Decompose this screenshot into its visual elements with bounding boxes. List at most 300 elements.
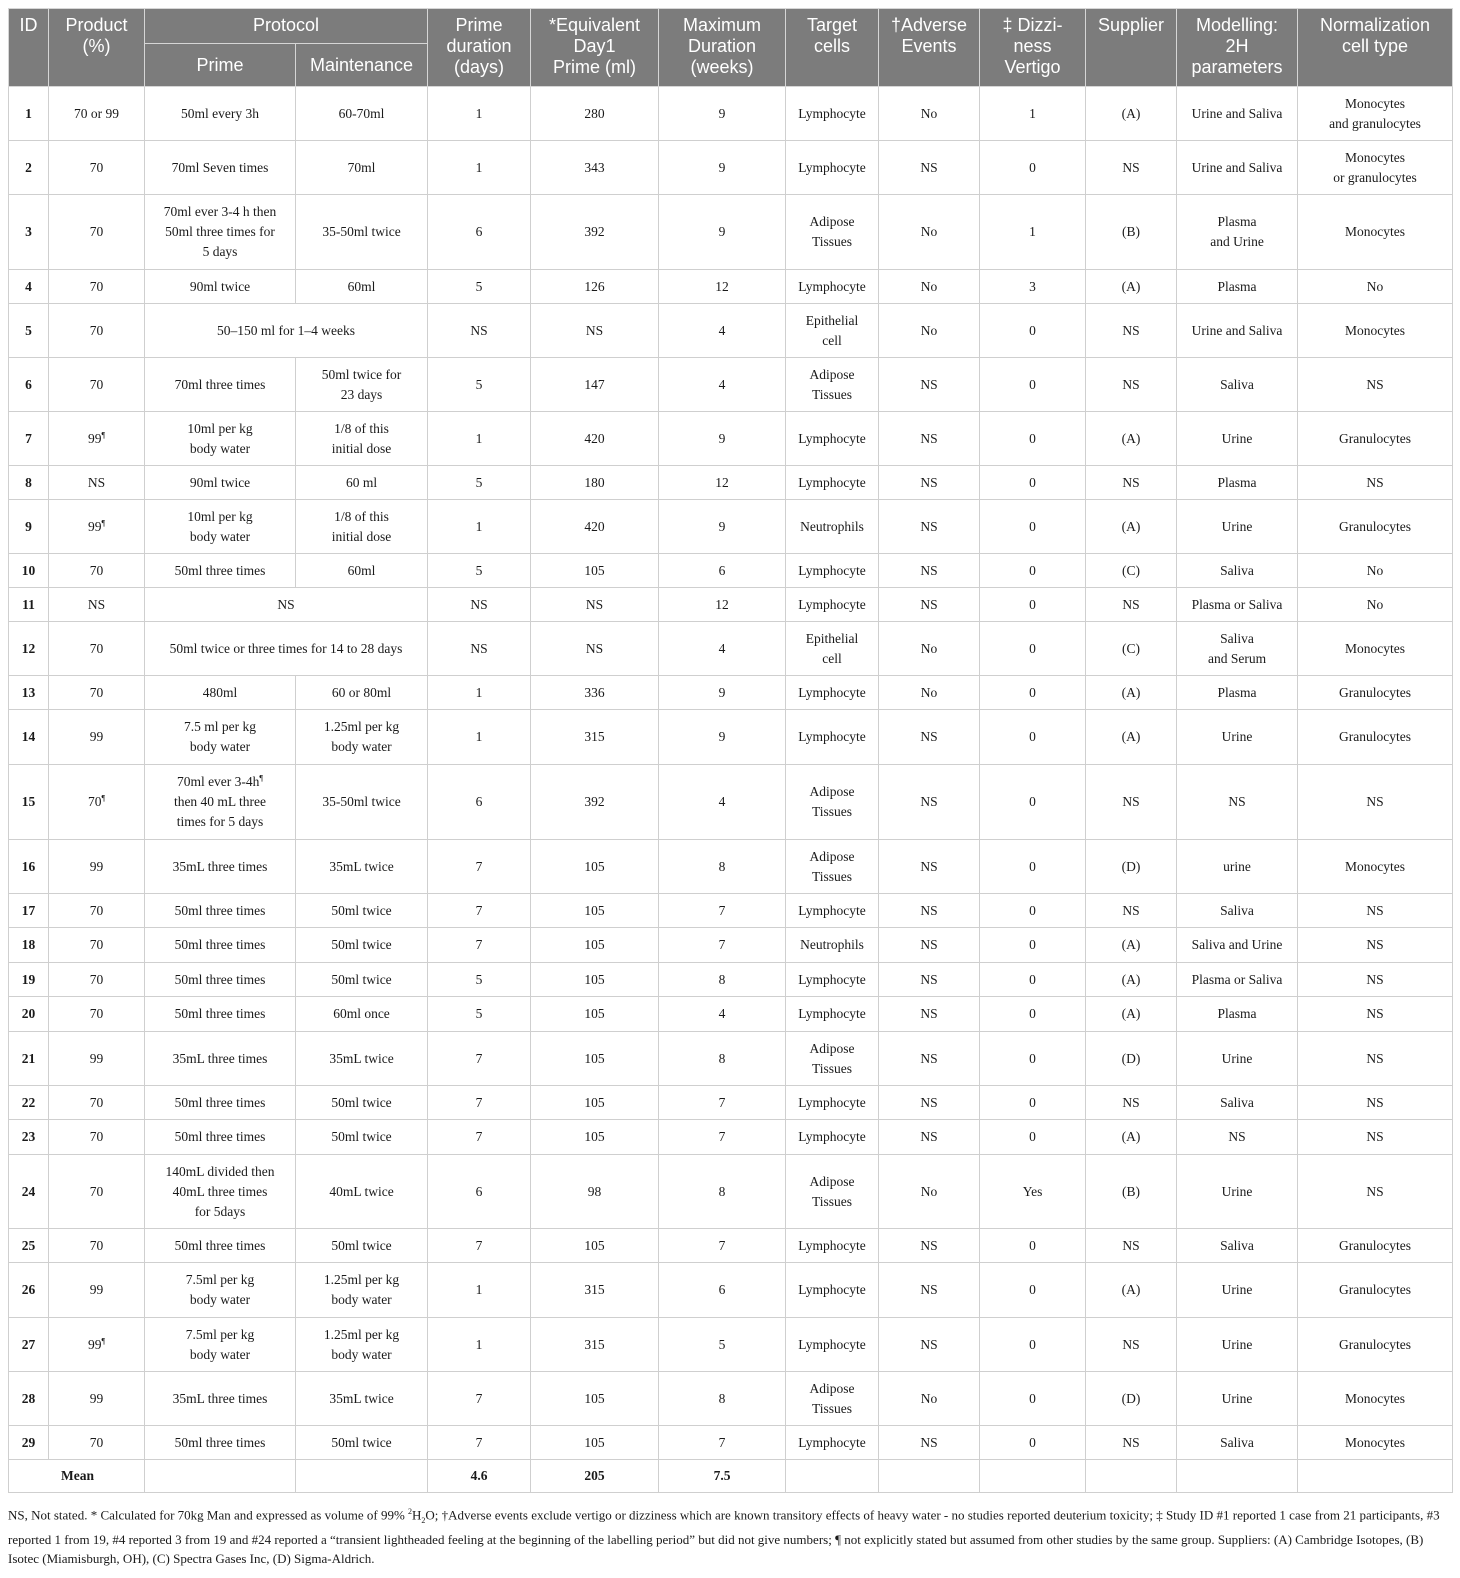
cell-dizziness: 3 — [980, 270, 1086, 304]
cell-equivalent-prime: 105 — [531, 554, 659, 588]
cell-maximum-duration: 6 — [659, 1263, 786, 1318]
table-row — [9, 1120, 1453, 1155]
header-id: ID — [9, 9, 49, 87]
cell-adverse-events: NS — [879, 928, 980, 963]
cell-supplier: (D) — [1086, 840, 1177, 894]
cell-prime-duration: 7 — [428, 1120, 531, 1155]
cell-prime — [145, 358, 296, 412]
cell-prime-duration: 5 — [428, 358, 531, 412]
cell-modelling: Plasma — [1177, 270, 1298, 304]
cell-equivalent-prime: 105 — [531, 894, 659, 928]
cell-id: 10 — [9, 554, 49, 588]
cell-prime — [145, 928, 296, 963]
cell-dizziness: 0 — [980, 1263, 1086, 1318]
cell-target-cells: Epithelial cell — [786, 622, 879, 676]
cell-target-cells: Lymphocyte — [786, 1120, 879, 1155]
cell-normalization: No — [1298, 588, 1453, 622]
cell-adverse-events: NS — [879, 412, 980, 466]
cell-normalization: NS — [1298, 1155, 1453, 1229]
cell-maintenance: 60ml — [296, 270, 428, 304]
cell-modelling: Urine and Saliva — [1177, 141, 1298, 195]
cell-product — [49, 1229, 145, 1263]
cell-product — [49, 710, 145, 765]
cell-dizziness: 0 — [980, 304, 1086, 358]
cell-equivalent-prime: 343 — [531, 141, 659, 195]
footnote-subscript: 2 — [421, 1515, 426, 1525]
mean-empty-cell — [980, 1460, 1086, 1493]
cell-equivalent-prime: 420 — [531, 412, 659, 466]
cell-prime — [145, 554, 296, 588]
cell-prime — [145, 412, 296, 466]
product-value: 70 — [89, 1129, 104, 1144]
mean-label: Mean — [9, 1460, 145, 1493]
table-row — [9, 928, 1453, 963]
cell-maximum-duration: 7 — [659, 1120, 786, 1155]
cell-maximum-duration: 4 — [659, 765, 786, 840]
cell-supplier: (D) — [1086, 1372, 1177, 1426]
table-row — [9, 588, 1453, 622]
cell-supplier: NS — [1086, 1426, 1177, 1460]
cell-product — [49, 1318, 145, 1372]
cell-supplier: (A) — [1086, 710, 1177, 765]
cell-modelling: Urine — [1177, 412, 1298, 466]
cell-dizziness: 0 — [980, 765, 1086, 840]
cell-maintenance: 50ml twice — [296, 928, 428, 963]
prime-value: 90ml twice — [189, 474, 251, 490]
cell-equivalent-prime: 105 — [531, 840, 659, 894]
cell-adverse-events: NS — [879, 554, 980, 588]
cell-equivalent-prime: 315 — [531, 1318, 659, 1372]
cell-product — [49, 1372, 145, 1426]
prime-value: 50ml three times — [174, 562, 266, 578]
cell-id: 14 — [9, 710, 49, 765]
cell-dizziness: 0 — [980, 466, 1086, 500]
table-row — [9, 963, 1453, 997]
product-value: NS — [87, 596, 106, 612]
prime-value: 50ml three times — [174, 971, 266, 987]
cell-normalization: Monocytes or granulocytes — [1298, 141, 1453, 195]
cell-modelling: Urine — [1177, 500, 1298, 554]
cell-prime — [145, 1229, 296, 1263]
prime-value: 70ml ever 3-4 h then 50ml three times for 5 days — [163, 204, 277, 259]
cell-normalization: No — [1298, 270, 1453, 304]
cell-equivalent-prime: 420 — [531, 500, 659, 554]
cell-maximum-duration: 5 — [659, 1318, 786, 1372]
header-prime-duration: Prime duration (days) — [428, 9, 531, 87]
cell-modelling: NS — [1177, 1120, 1298, 1155]
cell-maintenance: 60ml — [296, 554, 428, 588]
cell-adverse-events: No — [879, 1155, 980, 1229]
cell-adverse-events: NS — [879, 1032, 980, 1086]
prime-value: 50ml three times — [174, 902, 266, 918]
prime-value: 70ml Seven times — [171, 159, 269, 175]
table-row — [9, 1263, 1453, 1318]
studies-table — [8, 8, 1453, 1493]
cell-prime — [145, 963, 296, 997]
cell-maintenance: 50ml twice — [296, 1229, 428, 1263]
header-maximum-duration: Maximum Duration (weeks) — [659, 9, 786, 87]
mean-empty-cell — [879, 1460, 980, 1493]
cell-id: 22 — [9, 1086, 49, 1120]
cell-modelling: Saliva — [1177, 554, 1298, 588]
cell-product — [49, 554, 145, 588]
cell-id: 26 — [9, 1263, 49, 1318]
cell-equivalent-prime: 315 — [531, 1263, 659, 1318]
cell-adverse-events: NS — [879, 997, 980, 1032]
cell-modelling: Plasma — [1177, 676, 1298, 710]
cell-prime-duration: 1 — [428, 1263, 531, 1318]
cell-prime — [145, 676, 296, 710]
table-row — [9, 1155, 1453, 1229]
cell-target-cells: Lymphocyte — [786, 1318, 879, 1372]
cell-prime — [145, 500, 296, 554]
cell-prime-duration: 5 — [428, 270, 531, 304]
product-value: 70 or 99 — [74, 105, 119, 121]
mean-row — [9, 1460, 1453, 1493]
cell-protocol: 50–150 ml for 1–4 weeks — [145, 304, 428, 358]
cell-prime — [145, 270, 296, 304]
cell-adverse-events: NS — [879, 1120, 980, 1155]
cell-equivalent-prime: 98 — [531, 1155, 659, 1229]
cell-maintenance: 50ml twice — [296, 963, 428, 997]
cell-modelling: Saliva — [1177, 358, 1298, 412]
cell-adverse-events: NS — [879, 588, 980, 622]
product-value: 70 — [89, 902, 104, 918]
cell-equivalent-prime: 336 — [531, 676, 659, 710]
cell-maximum-duration: 9 — [659, 87, 786, 141]
cell-normalization: Granulocytes — [1298, 412, 1453, 466]
mean-empty-cell — [1298, 1460, 1453, 1493]
product-value: 70 — [89, 1237, 104, 1253]
cell-target-cells: Lymphocyte — [786, 270, 879, 304]
product-value: 99 — [89, 729, 104, 744]
mean-empty-cell — [1086, 1460, 1177, 1493]
cell-dizziness: 0 — [980, 358, 1086, 412]
prime-value: 70ml three times — [174, 376, 266, 392]
cell-supplier: (A) — [1086, 1120, 1177, 1155]
product-value: 70 — [89, 278, 104, 294]
cell-maximum-duration: 4 — [659, 997, 786, 1032]
cell-target-cells: Lymphocyte — [786, 466, 879, 500]
cell-adverse-events: NS — [879, 1229, 980, 1263]
cell-dizziness: 0 — [980, 622, 1086, 676]
cell-target-cells: Lymphocyte — [786, 87, 879, 141]
cell-dizziness: 0 — [980, 1372, 1086, 1426]
cell-supplier: (C) — [1086, 622, 1177, 676]
cell-product — [49, 840, 145, 894]
cell-dizziness: 0 — [980, 997, 1086, 1032]
cell-dizziness: 0 — [980, 894, 1086, 928]
cell-normalization: NS — [1298, 765, 1453, 840]
cell-supplier: NS — [1086, 588, 1177, 622]
cell-adverse-events: NS — [879, 1086, 980, 1120]
cell-dizziness: 0 — [980, 412, 1086, 466]
cell-target-cells: Adipose Tissues — [786, 1372, 879, 1426]
product-value: 70 — [89, 562, 104, 578]
header-dizziness-vertigo: ‡ Dizzi- ness Vertigo — [980, 9, 1086, 87]
cell-equivalent-prime: 126 — [531, 270, 659, 304]
cell-id: 25 — [9, 1229, 49, 1263]
cell-maintenance: 35mL twice — [296, 1372, 428, 1426]
cell-supplier: NS — [1086, 141, 1177, 195]
assumed-mark: ¶ — [101, 793, 106, 803]
cell-maintenance: 40mL twice — [296, 1155, 428, 1229]
cell-product — [49, 622, 145, 676]
cell-prime — [145, 1086, 296, 1120]
prime-value: 50ml three times — [174, 1094, 266, 1110]
cell-supplier: NS — [1086, 358, 1177, 412]
table-row — [9, 141, 1453, 195]
cell-maximum-duration: 4 — [659, 358, 786, 412]
cell-equivalent-prime: 105 — [531, 1032, 659, 1086]
cell-maximum-duration: 9 — [659, 412, 786, 466]
cell-id: 15 — [9, 765, 49, 840]
cell-maintenance: 1/8 of this initial dose — [296, 500, 428, 554]
cell-target-cells: Lymphocyte — [786, 1263, 879, 1318]
cell-protocol: NS — [145, 588, 428, 622]
cell-supplier: (A) — [1086, 412, 1177, 466]
product-value: 99 — [89, 858, 104, 874]
cell-product — [49, 304, 145, 358]
cell-supplier: (A) — [1086, 676, 1177, 710]
product-value: 70 — [89, 684, 104, 700]
cell-dizziness: 1 — [980, 87, 1086, 141]
cell-normalization: Monocytes — [1298, 1426, 1453, 1460]
prime-value: 50ml three times — [174, 1129, 266, 1144]
product-value: 70 — [89, 1183, 104, 1199]
prime-value: 50ml three times — [174, 1434, 266, 1450]
cell-maximum-duration: 7 — [659, 1086, 786, 1120]
cell-equivalent-prime: 105 — [531, 997, 659, 1032]
prime-value-rest: then 40 mL three times for 5 days — [173, 794, 267, 829]
table-row — [9, 270, 1453, 304]
header-protocol: Protocol — [145, 9, 428, 44]
table-row — [9, 358, 1453, 412]
cell-maximum-duration: 9 — [659, 195, 786, 270]
cell-supplier: (A) — [1086, 997, 1177, 1032]
cell-maintenance: 50ml twice — [296, 894, 428, 928]
cell-prime-duration: 7 — [428, 1086, 531, 1120]
cell-prime-duration: 5 — [428, 466, 531, 500]
cell-equivalent-prime: 105 — [531, 1086, 659, 1120]
cell-product — [49, 963, 145, 997]
cell-maximum-duration: 6 — [659, 554, 786, 588]
table-row — [9, 840, 1453, 894]
cell-id: 18 — [9, 928, 49, 963]
cell-maintenance: 50ml twice — [296, 1426, 428, 1460]
cell-prime-duration: 6 — [428, 765, 531, 840]
cell-modelling: Urine — [1177, 1372, 1298, 1426]
cell-maximum-duration: 8 — [659, 1032, 786, 1086]
cell-normalization: Granulocytes — [1298, 1318, 1453, 1372]
cell-maximum-duration: 8 — [659, 1155, 786, 1229]
cell-prime-duration: 7 — [428, 1229, 531, 1263]
cell-dizziness: 0 — [980, 141, 1086, 195]
cell-adverse-events: No — [879, 87, 980, 141]
cell-target-cells: Adipose Tissues — [786, 358, 879, 412]
cell-target-cells: Lymphocyte — [786, 412, 879, 466]
cell-target-cells: Lymphocyte — [786, 588, 879, 622]
prime-value: 90ml twice — [189, 278, 251, 294]
cell-dizziness: 0 — [980, 1120, 1086, 1155]
cell-maximum-duration: 12 — [659, 588, 786, 622]
cell-prime — [145, 1120, 296, 1155]
cell-modelling: Urine and Saliva — [1177, 87, 1298, 141]
prime-value: 35mL three times — [172, 858, 268, 874]
cell-supplier: NS — [1086, 466, 1177, 500]
cell-product — [49, 676, 145, 710]
cell-dizziness: 0 — [980, 500, 1086, 554]
cell-target-cells: Neutrophils — [786, 928, 879, 963]
table-row — [9, 894, 1453, 928]
cell-normalization: NS — [1298, 894, 1453, 928]
cell-id: 4 — [9, 270, 49, 304]
cell-modelling: Plasma or Saliva — [1177, 963, 1298, 997]
footnote-h: H — [412, 1507, 422, 1523]
cell-normalization: Monocytes — [1298, 622, 1453, 676]
cell-dizziness: 0 — [980, 588, 1086, 622]
cell-adverse-events: NS — [879, 963, 980, 997]
table-row — [9, 87, 1453, 141]
cell-modelling: Saliva — [1177, 1229, 1298, 1263]
header-prime: Prime — [145, 44, 296, 87]
cell-id: 9 — [9, 500, 49, 554]
cell-prime-duration: 5 — [428, 554, 531, 588]
cell-maintenance: 35mL twice — [296, 840, 428, 894]
cell-normalization: NS — [1298, 1120, 1453, 1155]
cell-equivalent-prime: 105 — [531, 1372, 659, 1426]
cell-adverse-events: NS — [879, 765, 980, 840]
cell-adverse-events: NS — [879, 466, 980, 500]
cell-equivalent-prime: 105 — [531, 1120, 659, 1155]
table-header — [9, 9, 1453, 87]
cell-prime — [145, 195, 296, 270]
prime-value: 50ml three times — [174, 937, 266, 952]
product-value: 99 — [89, 1282, 104, 1297]
cell-normalization: Granulocytes — [1298, 1229, 1453, 1263]
cell-maintenance: 1.25ml per kg body water — [296, 1263, 428, 1318]
cell-dizziness: Yes — [980, 1155, 1086, 1229]
cell-id: 16 — [9, 840, 49, 894]
cell-dizziness: 0 — [980, 710, 1086, 765]
mean-equivalent-prime: 205 — [531, 1460, 659, 1493]
cell-dizziness: 0 — [980, 1318, 1086, 1372]
cell-target-cells: Adipose Tissues — [786, 1032, 879, 1086]
product-value: 70 — [89, 322, 104, 338]
prime-value: 140mL divided then 40mL three times for 5days — [165, 1163, 275, 1219]
cell-dizziness: 1 — [980, 195, 1086, 270]
mean-empty-cell — [786, 1460, 879, 1493]
header-target-cells: Target cells — [786, 9, 879, 87]
cell-dizziness: 0 — [980, 554, 1086, 588]
cell-id: 7 — [9, 412, 49, 466]
cell-dizziness: 0 — [980, 963, 1086, 997]
cell-equivalent-prime: NS — [531, 622, 659, 676]
cell-equivalent-prime: NS — [531, 588, 659, 622]
cell-prime — [145, 1426, 296, 1460]
cell-maintenance: 60ml once — [296, 997, 428, 1032]
header-supplier: Supplier — [1086, 9, 1177, 87]
cell-adverse-events: NS — [879, 894, 980, 928]
table-footnote — [8, 1502, 1452, 1568]
cell-supplier: (A) — [1086, 928, 1177, 963]
cell-product — [49, 1120, 145, 1155]
table-row — [9, 676, 1453, 710]
cell-supplier: (A) — [1086, 270, 1177, 304]
cell-supplier: NS — [1086, 304, 1177, 358]
table-row — [9, 466, 1453, 500]
header-normalization: Normalization cell type — [1298, 9, 1453, 87]
cell-prime-duration: 7 — [428, 1426, 531, 1460]
prime-value: 35mL three times — [172, 1050, 268, 1066]
cell-product — [49, 997, 145, 1032]
cell-supplier: NS — [1086, 1086, 1177, 1120]
cell-equivalent-prime: NS — [531, 304, 659, 358]
cell-maintenance: 1.25ml per kg body water — [296, 1318, 428, 1372]
cell-supplier: NS — [1086, 894, 1177, 928]
table-row — [9, 622, 1453, 676]
cell-maintenance: 60-70ml — [296, 87, 428, 141]
assumed-mark: ¶ — [101, 430, 106, 439]
cell-adverse-events: No — [879, 195, 980, 270]
cell-adverse-events: No — [879, 676, 980, 710]
cell-target-cells: Lymphocyte — [786, 963, 879, 997]
cell-adverse-events: NS — [879, 1318, 980, 1372]
cell-prime-duration: 6 — [428, 195, 531, 270]
product-value: 70 — [89, 159, 104, 175]
cell-modelling: Plasma and Urine — [1177, 195, 1298, 270]
cell-product — [49, 466, 145, 500]
cell-dizziness: 0 — [980, 676, 1086, 710]
prime-value: 50ml every 3h — [181, 105, 259, 121]
cell-maintenance: 35mL twice — [296, 1032, 428, 1086]
cell-id: 3 — [9, 195, 49, 270]
cell-maximum-duration: 9 — [659, 500, 786, 554]
cell-maintenance: 50ml twice — [296, 1120, 428, 1155]
cell-maximum-duration: 8 — [659, 1372, 786, 1426]
prime-value: 50ml three times — [174, 1006, 266, 1021]
cell-protocol: 50ml twice or three times for 14 to 28 days — [145, 622, 428, 676]
cell-normalization: NS — [1298, 963, 1453, 997]
table-row — [9, 304, 1453, 358]
cell-supplier: (A) — [1086, 963, 1177, 997]
cell-maximum-duration: 7 — [659, 1229, 786, 1263]
cell-modelling: Urine — [1177, 1318, 1298, 1372]
cell-prime — [145, 87, 296, 141]
cell-prime — [145, 1155, 296, 1229]
cell-supplier: (B) — [1086, 195, 1177, 270]
product-value: 99 — [87, 518, 102, 534]
cell-maximum-duration: 8 — [659, 840, 786, 894]
cell-supplier: (A) — [1086, 87, 1177, 141]
cell-prime — [145, 1263, 296, 1318]
cell-dizziness: 0 — [980, 1032, 1086, 1086]
cell-product — [49, 195, 145, 270]
table-row — [9, 500, 1453, 554]
cell-modelling: Urine — [1177, 710, 1298, 765]
cell-product — [49, 1263, 145, 1318]
footnote-text: NS, Not stated. * Calculated for 70kg Man and expressed as volume of 99% — [8, 1507, 409, 1523]
cell-equivalent-prime: 105 — [531, 1426, 659, 1460]
table-row — [9, 710, 1453, 765]
table-row — [9, 1229, 1453, 1263]
product-value: NS — [87, 474, 106, 490]
table-row — [9, 1086, 1453, 1120]
product-value: 70 — [89, 376, 104, 392]
cell-product — [49, 588, 145, 622]
cell-product — [49, 141, 145, 195]
cell-prime-duration: NS — [428, 622, 531, 676]
